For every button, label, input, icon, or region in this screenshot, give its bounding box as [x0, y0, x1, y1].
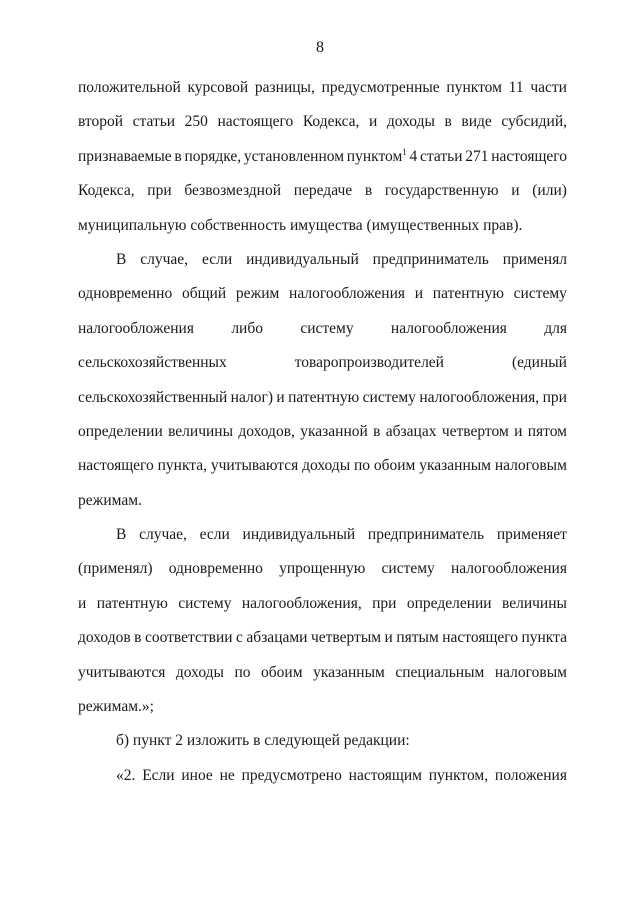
word: положительной: [78, 79, 181, 96]
word: в: [373, 422, 381, 440]
word: предусмотренные: [321, 79, 440, 96]
word: указанным: [419, 457, 491, 475]
text-line: [78, 663, 567, 697]
word: 11: [508, 79, 524, 96]
word: случае,: [139, 526, 187, 544]
text-line: [78, 628, 567, 662]
word: при: [542, 388, 567, 406]
word: (или): [532, 182, 567, 200]
word: доходов,: [238, 422, 295, 440]
word: при: [372, 594, 397, 612]
word: случае,: [140, 250, 189, 268]
word: налогообложения,: [419, 388, 540, 406]
text-line: [78, 250, 567, 284]
word: определении: [78, 422, 163, 440]
word: предприниматель: [367, 526, 485, 544]
word: «2.: [116, 766, 136, 784]
word: курсовой: [187, 79, 249, 96]
word: в: [444, 113, 452, 131]
word: при: [147, 182, 172, 200]
word: порядке,: [184, 147, 242, 165]
word: настоящего: [442, 629, 518, 647]
word: специальным: [395, 663, 485, 681]
text-line: [78, 525, 567, 559]
word: не: [219, 766, 235, 784]
word: Если: [142, 766, 175, 784]
word: патентную: [96, 594, 168, 612]
word: обоим: [373, 457, 416, 475]
word: налогообложения: [289, 285, 406, 303]
word: патентную: [432, 285, 504, 303]
word: величины: [502, 594, 567, 612]
word: разницы,: [254, 79, 315, 96]
word: товаропроизводителей: [294, 354, 444, 372]
word: статьи: [420, 147, 463, 165]
page-number: 8: [316, 39, 324, 56]
word: доходы: [386, 113, 435, 131]
word: и: [514, 422, 523, 440]
word: пунктом: [446, 79, 502, 96]
word: и: [384, 629, 393, 647]
word: по: [234, 663, 251, 681]
text-line: [78, 147, 567, 181]
word: и: [369, 113, 378, 131]
word: применял: [502, 250, 567, 268]
text-line: [78, 456, 567, 490]
word: пункта: [521, 629, 567, 647]
text-line: [78, 181, 567, 215]
word: пункта,: [157, 457, 207, 475]
word: одновременно: [168, 560, 263, 578]
word: режим: [235, 285, 280, 303]
word: настоящего: [491, 147, 567, 165]
text-line: [78, 388, 567, 422]
text-line: б) пункт 2 изложить в следующей редакции:: [116, 732, 410, 750]
word: и: [276, 388, 285, 406]
word: одновременно: [78, 285, 173, 303]
word: 271: [465, 147, 489, 165]
text-line: [78, 319, 567, 353]
word: передаче: [293, 182, 353, 200]
word-base: пунктом: [346, 147, 403, 165]
word: либо: [231, 319, 263, 337]
word: доходов: [78, 629, 131, 647]
word: настоящим: [348, 766, 422, 784]
text-line: режимам.»;: [78, 698, 154, 716]
word: (единый: [511, 354, 567, 372]
word: налогообложения,: [241, 594, 362, 612]
word: индивидуальный: [246, 250, 359, 268]
word: в: [174, 147, 182, 165]
word: сельскохозяйственный: [78, 388, 228, 406]
word: общий: [181, 285, 227, 303]
word: пунктом,: [428, 766, 489, 784]
word: четвертым: [310, 629, 382, 647]
word: положения: [494, 766, 567, 784]
word: В: [116, 526, 127, 544]
word: статьи: [132, 113, 176, 131]
text-line: [78, 353, 567, 387]
text-line: [78, 112, 567, 146]
word: систему: [362, 388, 416, 406]
word: налогообложения: [450, 560, 567, 578]
word: установленном: [243, 147, 345, 165]
word: безвозмездной: [184, 182, 282, 200]
word: с: [236, 629, 243, 647]
word: определении: [406, 594, 492, 612]
text-line: [78, 284, 567, 318]
word: [347, 147, 407, 181]
word: если: [201, 250, 233, 268]
word: по: [353, 457, 371, 475]
word: соответствии: [144, 629, 233, 647]
word: предприниматель: [372, 250, 489, 268]
word: Кодекса,: [302, 113, 360, 131]
word: и: [78, 594, 87, 612]
word: предусмотрено: [241, 766, 342, 784]
text-line: режимам.: [78, 491, 142, 509]
word: налогообложения: [78, 319, 194, 337]
word: если: [199, 526, 230, 544]
text-line: [78, 766, 567, 800]
word: индивидуальный: [242, 526, 356, 544]
word: указанной: [300, 422, 368, 440]
word: налогообложения: [390, 319, 507, 337]
word: абзацах: [385, 422, 437, 440]
word: систему: [300, 319, 354, 337]
word: пятом: [527, 422, 567, 440]
word: настоящего: [217, 113, 294, 131]
text-line: муниципальную собственность имущества (имущественных прав).: [78, 216, 523, 234]
word: второй: [78, 113, 124, 131]
word: четвертом: [441, 422, 509, 440]
word: субсидий,: [501, 113, 567, 131]
word: доходы: [302, 457, 351, 475]
word: величины: [168, 422, 234, 440]
word: учитываются: [78, 663, 166, 681]
text-line: [78, 594, 567, 628]
word: патентную: [288, 388, 360, 406]
word: для: [544, 319, 567, 337]
word: признаваемые: [78, 147, 172, 165]
word: (применял): [78, 560, 153, 578]
word: налоговым: [494, 663, 567, 681]
word: пятым: [396, 629, 439, 647]
document-body: [78, 78, 567, 800]
word: в: [364, 182, 373, 200]
word: части: [530, 79, 567, 96]
word: указанным: [313, 663, 385, 681]
word: сельскохозяйственных: [78, 354, 227, 372]
word: налог): [230, 388, 273, 406]
word: доходы: [175, 663, 224, 681]
word: абзацами: [246, 629, 308, 647]
word: систему: [178, 594, 232, 612]
word: иное: [181, 766, 213, 784]
word: 4: [409, 147, 418, 165]
word: обоим: [261, 663, 303, 681]
text-line: [78, 422, 567, 456]
word: В: [116, 250, 127, 268]
word: настоящего: [78, 457, 154, 475]
superscript: 1: [402, 146, 407, 157]
word: государственную: [384, 182, 499, 200]
word: 250: [184, 113, 208, 131]
word: и: [511, 182, 520, 200]
word: учитываются: [210, 457, 299, 475]
word: систему: [381, 560, 435, 578]
word: упрощенную: [279, 560, 366, 578]
word: в: [134, 629, 142, 647]
word: виде: [461, 113, 492, 131]
word: систему: [513, 285, 567, 303]
text-line: [78, 559, 567, 593]
text-line: [78, 78, 567, 112]
word: применяет: [496, 526, 567, 544]
word: налоговым: [494, 457, 567, 475]
word: и: [414, 285, 424, 303]
word: Кодекса,: [78, 182, 135, 200]
